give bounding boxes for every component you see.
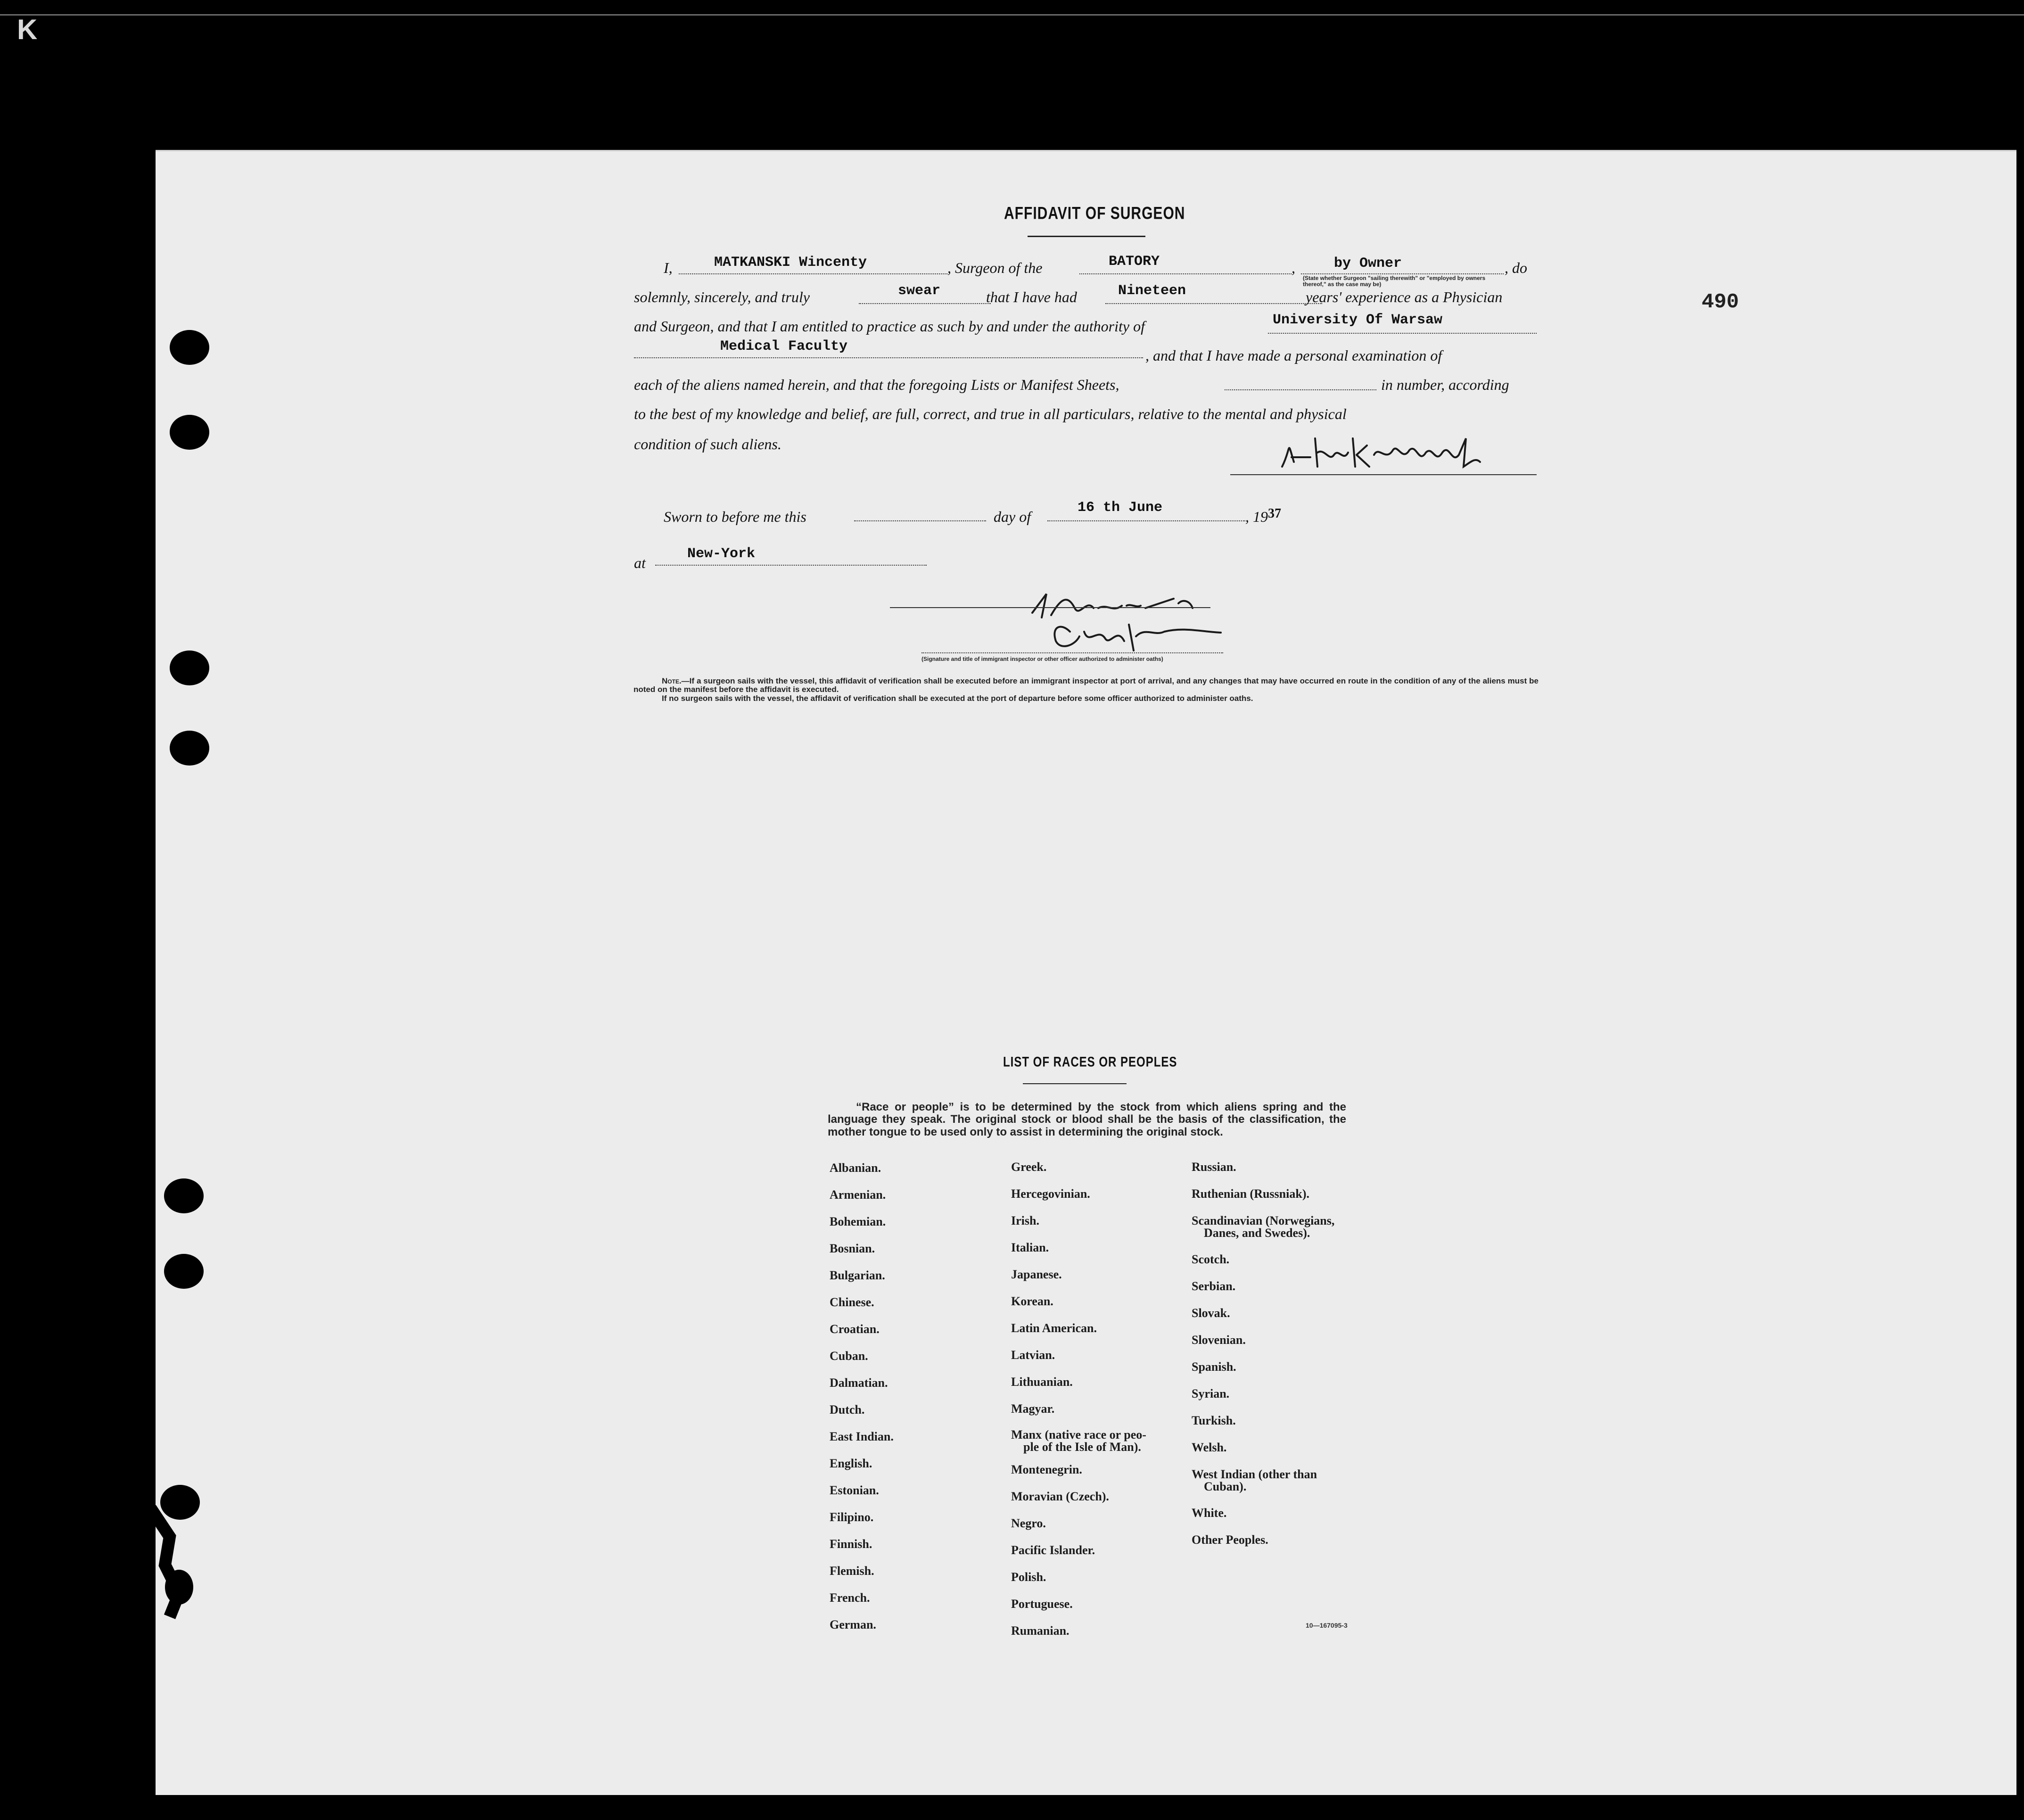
year-suffix: 37	[1268, 506, 1281, 521]
race-item: Turkish.	[1192, 1414, 1236, 1427]
surgeon-capacity: by Owner	[1334, 255, 1402, 272]
race-item: Japanese.	[1011, 1268, 1062, 1281]
scan-top-rule	[0, 14, 2024, 16]
authority-name-2: Medical Faculty	[720, 338, 848, 354]
race-item: Filipino.	[830, 1510, 874, 1524]
race-item: Estonian.	[830, 1483, 879, 1497]
race-item: Dalmatian.	[830, 1376, 888, 1390]
surgeon-name-blank	[679, 273, 947, 274]
races-intro: “Race or people” is to be determined by the stock from which aliens spring and the language they speak. The original stock or blood shall be the basis of the classification, the mother tongue to be used only to assist in determining the original stock.	[828, 1101, 1346, 1138]
torn-edge	[137, 1499, 198, 1622]
race-item: Slovak.	[1192, 1306, 1230, 1320]
officer-signature-line	[890, 607, 1210, 608]
race-item: Bulgarian.	[830, 1268, 885, 1282]
authority-name-1: University Of Warsaw	[1273, 312, 1443, 328]
race-item: Spanish.	[1192, 1360, 1236, 1374]
sheets-count-blank	[1225, 389, 1376, 390]
sworn-date: 16 th June	[1078, 500, 1163, 516]
punch-hole	[170, 731, 209, 766]
race-item: West Indian (other than	[1192, 1467, 1317, 1481]
solemnly-text: solemnly, sincerely, and truly	[634, 288, 810, 305]
race-item: Manx (native race or peo-	[1011, 1428, 1146, 1441]
race-item: Chinese.	[830, 1295, 874, 1309]
race-item: Ruthenian (Russniak).	[1192, 1187, 1309, 1201]
page-number: 490	[1702, 290, 1739, 314]
race-item-continued: Danes, and Swedes).	[1204, 1226, 1310, 1240]
races-title-underline	[1023, 1083, 1127, 1084]
years-experience: Nineteen	[1118, 283, 1186, 299]
race-item-continued: Cuban).	[1204, 1480, 1247, 1493]
race-item: Dutch.	[830, 1403, 865, 1416]
race-item: French.	[830, 1591, 870, 1605]
title-underline	[1028, 236, 1145, 237]
races-title: LIST OF RACES OR PEOPLES	[1003, 1054, 1177, 1070]
punch-hole	[170, 415, 209, 450]
year-prefix: , 19	[1245, 508, 1268, 525]
race-item: Portuguese.	[1011, 1597, 1073, 1611]
punch-hole	[164, 1178, 204, 1213]
race-item: East Indian.	[830, 1430, 894, 1443]
vessel-name: BATORY	[1109, 254, 1160, 270]
race-item: Hercegovinian.	[1011, 1187, 1090, 1201]
note-label: Note.	[662, 676, 682, 685]
examination-text: , and that I have made a personal examination of	[1145, 347, 1442, 364]
oath-blank	[859, 303, 991, 304]
scan-corner-mark: K	[17, 14, 38, 45]
date-blank	[1047, 520, 1245, 521]
note-paragraph-2: If no surgeon sails with the vessel, the affidavit of verification shall be executed at the port of departure before some officer authorized to administer oaths.	[662, 693, 1253, 703]
race-item: Scandinavian (Norwegians,	[1192, 1214, 1335, 1227]
day-of-text: day of	[994, 508, 1031, 525]
race-item: Lithuanian.	[1011, 1375, 1073, 1389]
race-item: Korean.	[1011, 1294, 1053, 1308]
officer-signature	[1023, 580, 1325, 660]
sworn-place: New-York	[687, 546, 756, 562]
race-item: Scotch.	[1192, 1252, 1230, 1266]
affidavit-note	[634, 677, 1539, 703]
punch-hole	[164, 1254, 204, 1289]
race-item: Negro.	[1011, 1516, 1046, 1530]
condition-text: condition of such aliens.	[634, 436, 782, 453]
race-item: Rumanian.	[1011, 1624, 1070, 1638]
race-item: White.	[1192, 1506, 1227, 1520]
race-item: Pacific Islander.	[1011, 1543, 1095, 1557]
race-item: Russian.	[1192, 1160, 1236, 1174]
have-had-text: that I have had	[986, 288, 1077, 305]
punch-hole	[170, 330, 209, 365]
race-item: Greek.	[1011, 1160, 1047, 1174]
race-item: Moravian (Czech).	[1011, 1490, 1109, 1503]
race-item: Croatian.	[830, 1322, 880, 1336]
years-blank	[1105, 303, 1322, 304]
in-number-text: in number, according	[1381, 376, 1509, 393]
sworn-text: Sworn to before me this	[664, 508, 806, 525]
race-item: Serbian.	[1192, 1279, 1236, 1293]
surgeon-signature	[1273, 429, 1527, 481]
race-item: Albanian.	[830, 1161, 881, 1175]
affidavit-title: AFFIDAVIT OF SURGEON	[1004, 204, 1185, 223]
do-label: , do	[1505, 259, 1527, 276]
authority-blank-1	[1268, 333, 1537, 334]
surgeon-signature-line	[1230, 474, 1537, 475]
race-item: Latvian.	[1011, 1348, 1055, 1362]
race-item: Welsh.	[1192, 1441, 1227, 1454]
race-item: Finnish.	[830, 1537, 872, 1551]
surgeon-name: MATKANSKI Wincenty	[714, 255, 867, 271]
officer-caption: (Signature and title of immigrant inspector or other officer authorized to administer oaths)	[921, 656, 1163, 662]
knowledge-text: to the best of my knowledge and belief, are full, correct, and true in all particulars, relative to the mental and physical	[634, 405, 1347, 422]
race-item: Syrian.	[1192, 1387, 1230, 1400]
day-blank	[854, 520, 986, 521]
race-item: German.	[830, 1618, 876, 1631]
race-item: Bohemian.	[830, 1215, 886, 1228]
punch-hole	[170, 651, 209, 685]
place-blank	[655, 565, 927, 566]
race-item: Cuban.	[830, 1349, 868, 1363]
authority-blank-2	[634, 357, 1143, 358]
race-item: Irish.	[1011, 1214, 1039, 1227]
comma: ,	[1292, 259, 1295, 276]
manifest-sheets-text: each of the aliens named herein, and that the foregoing Lists or Manifest Sheets,	[634, 376, 1119, 393]
race-item: Magyar.	[1011, 1402, 1055, 1416]
capacity-instruction: (State whether Surgeon "sailing therewith" or "employed by owners thereof," as the case may be)	[1303, 275, 1486, 288]
note-paragraph-1: —If a surgeon sails with the vessel, this affidavit of verification shall be executed before an immigrant inspector at port of arrival, and any changes that may have occurred en route in the condition of any of the aliens must be noted on the manifest before the affidavit is executed.	[634, 676, 1539, 694]
race-item: Latin American.	[1011, 1321, 1097, 1335]
race-item-continued: ple of the Isle of Man).	[1023, 1440, 1141, 1454]
race-item: Slovenian.	[1192, 1333, 1246, 1347]
authority-text: and Surgeon, and that I am entitled to practice as such by and under the authority of	[634, 318, 1145, 335]
race-item: Flemish.	[830, 1564, 874, 1578]
race-item: Italian.	[1011, 1241, 1049, 1254]
race-item: Other Peoples.	[1192, 1533, 1268, 1547]
experience-text: years' experience as a Physician	[1306, 288, 1503, 305]
race-item: Bosnian.	[830, 1242, 875, 1255]
race-item: Polish.	[1011, 1570, 1046, 1584]
at-text: at	[634, 554, 646, 571]
race-item: English.	[830, 1457, 872, 1470]
officer-title-line	[921, 652, 1223, 653]
oath-type: swear	[898, 283, 941, 299]
surgeon-of-label: , Surgeon of the	[947, 259, 1043, 276]
oath-prefix: I,	[664, 259, 673, 276]
race-item: Armenian.	[830, 1188, 886, 1202]
form-code: 10—167095-3	[1306, 1622, 1348, 1629]
capacity-blank	[1301, 273, 1504, 274]
vessel-blank	[1079, 273, 1292, 274]
race-item: Montenegrin.	[1011, 1463, 1082, 1476]
